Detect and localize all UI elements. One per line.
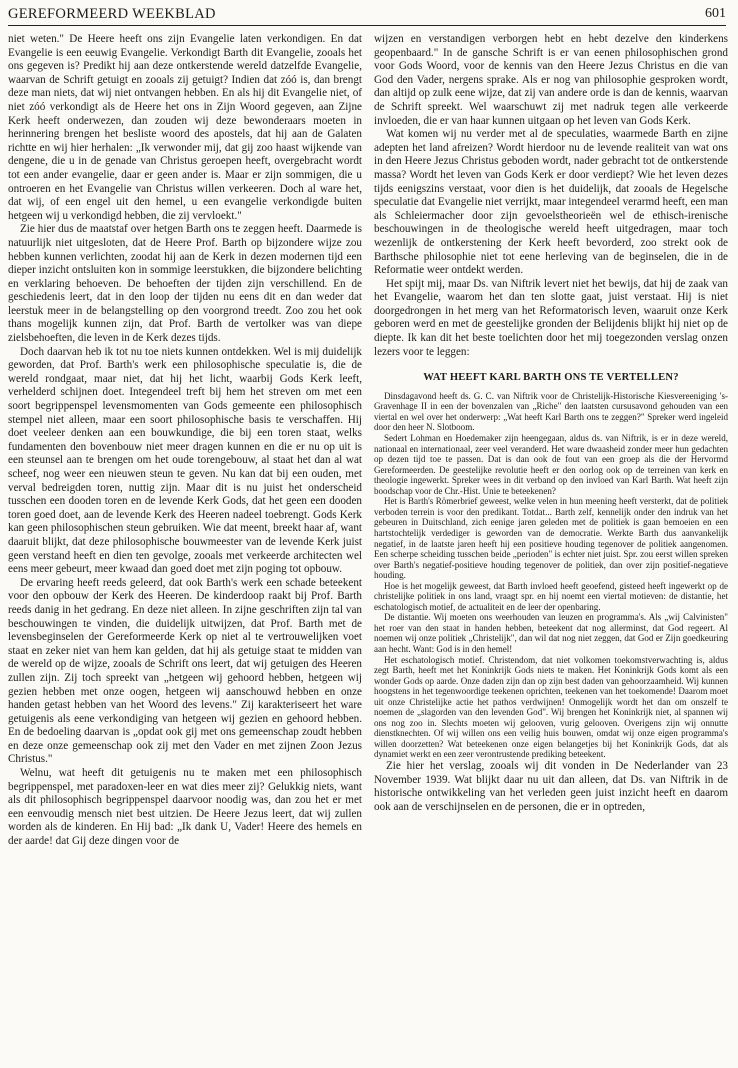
paragraph: niet weten." De Heere heeft ons zijn Evangelie laten verkondigen. En dat Evangelie is een eeuwig Evangelie. Verkondigt Barth dit Evangelie, zooals het ons gegeven is? Predikt hij aan deze ontkerstende wereld datzelfde Evangelie, waarvan de Schrift getuigt en zooals zij getuigt? Indien dat zóó is, dan brengt deze man niets, dat wij niet ontvangen hebben. En als hij dit Evangelie niet, of niet zóó verkondigt als de Heere het ons in Zijn Woord gegeven, aan Zijne Kerk heeft onderwezen, dan zouden wij deze bewonderaars moeten in herinnering brengen het besliste woord des apostels, dat hij aan de Galaten richtte en wij hier herhalen: „Ik verwonder mij, dat gij zoo haast wijkende van dengene, die u in de genade van Christus geroepen heeft, overgebracht wordt tot een ander evangelie, daar er geen ander is. Maar er zijn sommigen, die u ontroeren en het Evangelie van Christus willen verkeeren. Doch al ware het, dat wij, of een engel uit den hemel, u een evangelie verkondigde buiten hetgeen wij u verkondigd hebben, die zij vervloekt." xyxy=(8,33,362,222)
running-title: GEREFORMEERD WEEKBLAD xyxy=(8,6,216,22)
article-paragraph: Dinsdagavond heeft ds. G. C. van Niftrik voor de Christelijk-Historische Kiesvereeniging 's-Gravenhage II in een der bovenzalen van „Riche" den laatsten cursusavond gehouden van een viertal en wel over het onderwerp: „Wat heeft Karl Barth ons te zeggen?" Spreker werd ingeleid door den heer N. Slotboom. xyxy=(374,390,728,433)
left-column xyxy=(8,33,362,1063)
paragraph: Doch daarvan heb ik tot nu toe niets kunnen ontdekken. Wel is mij duidelijk geworden, dat Prof. Barth's werk een philosophische speculatie is, die de wereld rondgaat, maar niet, dat hij het licht, waarbij Gods Kerk leeft, verhelderd schijnen doet. Integendeel treft bij hem het streven om met een soort begrippenspel levensmomenten van Gods gemeente een philosophisch stempel niet alleen, maar een soort philosophische basis te verschaffen. Hij doet veeleer denken aan een bouwkundige, die bij een toren staat, welks fundamenten den bovenbouw niet meer dragen kunnen en die er nu op uit is een steunsel aan te brengen om het oude torengebouw, al staat het dan al wat scheef, nog weer een nieuwen steun te geven. Nu kan dat bij een ouden, met verval bedreigden toren, nuttig zijn. Maar dit is nu juist het onderscheid tusschen een dooden toren en de levende Kerk Gods, dat het geen een dooden toren goed doet, aan de levende Kerk des Heeren nadeel toebrengt. Gods Kerk kan geen philosophischen steun gebruiken. Wie dat meent, breekt haar af, want daaruit blijkt, dat deze philosophische bouwmeester van de levende Kerk juist geen verstand heeft en dien ten gevolge, zooals met verkeerde architecten wel eens meer gebeurt, meer kwaad dan goed doet met zijn poging tot opbouw. xyxy=(8,345,362,576)
paragraph: Het spijt mij, maar Ds. van Niftrik levert niet het bewijs, dat hij de zaak van het Evangelie, waarom het dan ten slotte gaat, juist verstaat. Hij is niet doorgedrongen in het merg van het Reformatorisch leven, waaruit onze Kerk geboren werd en met de geestelijke gronden der Belijdenis blijkt hij niet op de diepte. Ik kan dit het beste toelichten door het mij toegezonden verslag onzen lezers voor te leggen: xyxy=(374,277,728,358)
article-paragraph: Sedert Lohman en Hoedemaker zijn heengegaan, aldus ds. van Niftrik, is er in deze wereld, nationaal en internationaal, zeer veel veranderd. Het ware dwaasheid zonder meer hun gedachten op dezen tijd toe te passen. Dat is dan ook de fout van een groep als die der Hervormd Gereformeerden. De geestelijke revolutie heeft er den oorlog ook op de terreinen van kerk en theologie ingewerkt. Spreker wees in dit verband op den invloed van Karl Barth. Wat heeft zijn boodschap voor de Chr.-Hist. Unie te beteekenen? xyxy=(374,433,728,496)
paragraph: De ervaring heeft reeds geleerd, dat ook Barth's werk een schade beteekent voor den opbouw der Kerk des Heeren. De kinderdoop raakt bij Prof. Barth reeds danig in het gedrang. En deze niet alleen. In zijne geschriften zijn tal van beschouwingen te vinden, die duidelijk uitwijzen, dat Prof. Barth met de levensbeginselen der Gereformeerde Kerk op niet al te vertrouwelijken voet staat en zeker niet van hem kan gelden, dat hij als getuige staat te midden van de wereld op de wijze, zooals de Schrift ons leert, dat wij getuigen des Heeren zullen zijn. Zij toch spreekt van „hetgeen wij gehoord hebben, hetgeen wij gezien hebben met onze oogen, hetgeen wij aanschouwd hebben en onze handen getast hebben van het Woord des levens." Zij karakteriseert het ware getuigenis als eene verkondiging van hetgeen wij gezien en gehoord hebben. En de bedoeling daarvan is „opdat ook gij met ons gemeenschap zoudt hebben en deze onze gemeenschap ook zij met den Vader en met zijnen Zoon Jezus Christus." xyxy=(8,576,362,766)
article-paragraph: Het is Barth's Römerbrief geweest, welke velen in hun meening heeft versterkt, dat de politiek verboden terrein is voor den predikant. Totdat... Barth zelf, kennelijk onder den indruk van het gebeuren in Duitschland, zich eenige jaren geleden met de politiek is gaan bemoeien en een hartstochtelijk verdediger is geworden van de democratie. Werkte Barth dus aanvankelijk negatief, in de laatste jaren heeft hij een positieve houding tegenover de politiek aangenomen. Een scherpe scheiding tusschen beide „perioden" is echter niet juist. Spr. zou eerst willen spreken over Barth's negatief-positieve houding tegenover de politiek, dan over zijn positief-negatieve houding. xyxy=(374,496,728,581)
paragraph: wijzen en verstandigen verborgen hebt en hebt dezelve den kinderkens geopenbaard." In de gansche Schrift is er van eenen philosophischen grond voor Gods Woord, voor de kennis van den Heere Jezus Christus en die van God den Vader, nergens sprake. Als er nog van philosophie gesproken wordt, dan altijd op zulk eene wijze, dat zij van andere orde is dan de kennis, waarvan de Schrift spreekt. Wel waarschuwt zij met nadruk tegen alle verkeerde invloeden, die er van haar kunnen uitgaan op het leven van Gods Kerk. xyxy=(374,33,728,127)
article-paragraph: Het eschatologisch motief. Christendom, dat niet volkomen toekomstverwachting is, aldus zegt Barth, heeft met het Koninkrijk Gods niets te maken. Het Koninkrijk Gods komt als een wonder Gods op aarde. Onze daden zijn dan op zijn best daden van gehoorzaamheid. Wij kunnen hoogstens in het tegenwoordige teekenen oprichten, teekenen van het toekomende! Daarom moet uit onze Christelijke actie het pathos verdwijnen! Onmogelijk wordt het dan om onszelf te noemen de „slagorden van den levenden God". Wij brengen het Koninkrijk niet, al spannen wij ons nog zoo in. Slechts moeten wij gelooven, vurig gelooven. Overigens zijn wij onnutte dienstknechten. Of wij willen ons een veilig huis bouwen, omdat wij onze eigen programma's willen doorzetten? Wat beteekenen onze eigen belangetjes bij het Koninkrijk Gods, dat als dynamiet werkt en een zeer verontrustende prediking beteekent. xyxy=(374,654,728,760)
right-column xyxy=(374,33,728,1063)
page-header xyxy=(8,0,726,28)
header-rule xyxy=(8,25,726,26)
article-title: WAT HEEFT KARL BARTH ONS TE VERTELLEN? xyxy=(423,372,679,384)
article-paragraph: De distantie. Wij moeten ons weerhouden van leuzen en programma's. Als „wij Calvinisten" het roer van den staat in handen hebben, beteekent dat nog allerminst, dat God regeert. Al noemen wij onze politiek „Christelijk", dan wil dat nog niet zeggen, dat God er Zijn goedkeuring aan hecht. Want: God is in den hemel! xyxy=(374,612,728,654)
page-number: 601 xyxy=(705,6,726,21)
article-paragraph: Hoe is het mogelijk geweest, dat Barth invloed heeft geoefend, gisteed heeft ingewerkt op de christelijke politiek in ons land, vraagt spr. en hij noemt een viertal motieven: de distantie, het eschatologisch motief, de actualiteit en de leer der openbaring. xyxy=(374,580,728,612)
paragraph: Zie hier het verslag, zooals wij dit vonden in De Nederlander van 23 November 1939. Wat blijkt daar nu uit dan alleen, dat Ds. van Niftrik in de historische ontwikkeling van het verleden geen juist inzicht heeft en daarom ook aan de verschijnselen en de personen, die er in optreden, xyxy=(374,759,728,813)
paragraph: Wat komen wij nu verder met al de speculaties, waarmede Barth en zijne adepten het land afreizen? Wordt hierdoor nu de levende realiteit van wat ons in den Heere Jezus Christus geboden wordt, nader gebracht tot de ontkerstende massa? Wordt het leven van Gods Kerk er door verdiept? Wie het leven dezes tijds eenigszins verstaat, voor dien is het duidelijk, dat zooals de Hegelsche speculatie dat Evangelie niet verrijkt, maar integendeel verarmd heeft, een man als Schleiermacher door zijn gevoelstheorieën wel de ethisch-irenische beschouwingen in de theologische wereld heeft uitgedragen, maar toch wezenlijk de ontkerstening der Kerk heeft bevorderd, zoo strekt ook de Barthsche philosophie niet tot eene herleving van de beginselen, die in de Reformatie weer ontdekt werden. xyxy=(374,128,728,277)
paragraph: Welnu, wat heeft dit getuigenis nu te maken met een philosophisch begrippenspel, met paradoxen-leer en wat dies meer zij? Gelukkig niets, want als dit philosophisch begrippenspel daarvoor noodig was, dan zou het er met een eenvoudig mensch niet best uitzien. De Heere Jezus leert, dat wij zullen worden als de kinderen. En Hij bad: „Ik dank U, Vader! Heere des hemels en der aarde! dat Gij deze dingen voor de xyxy=(8,767,362,848)
quoted-article xyxy=(374,391,728,760)
paragraph: Zie hier dus de maatstaf over hetgen Barth ons te zeggen heeft. Daarmede is natuurlijk niet uitgesloten, dat de Heere Prof. Barth op bijzondere wijze zou hebben kunnen verlichten, zoodat hij aan de Kerk in dezen modernen tijd een dieper inzicht ontsluiten kon in sommige leerstukken, die bijzondere belichting en verklaring behoeven. De behoeften der tijden zijn verschillend. En de geschiedenis leert, dat in den loop der tijden nu eens dit en dan weder dat leerstuk meer in de belangstelling op den voorgrond treedt. Zoo zou het ook thans mogelijk kunnen zijn, dat Prof. Barth de vertolker was van diepe zielsbehoeften, die leven in de Kerk dezes tijds. xyxy=(8,223,362,345)
